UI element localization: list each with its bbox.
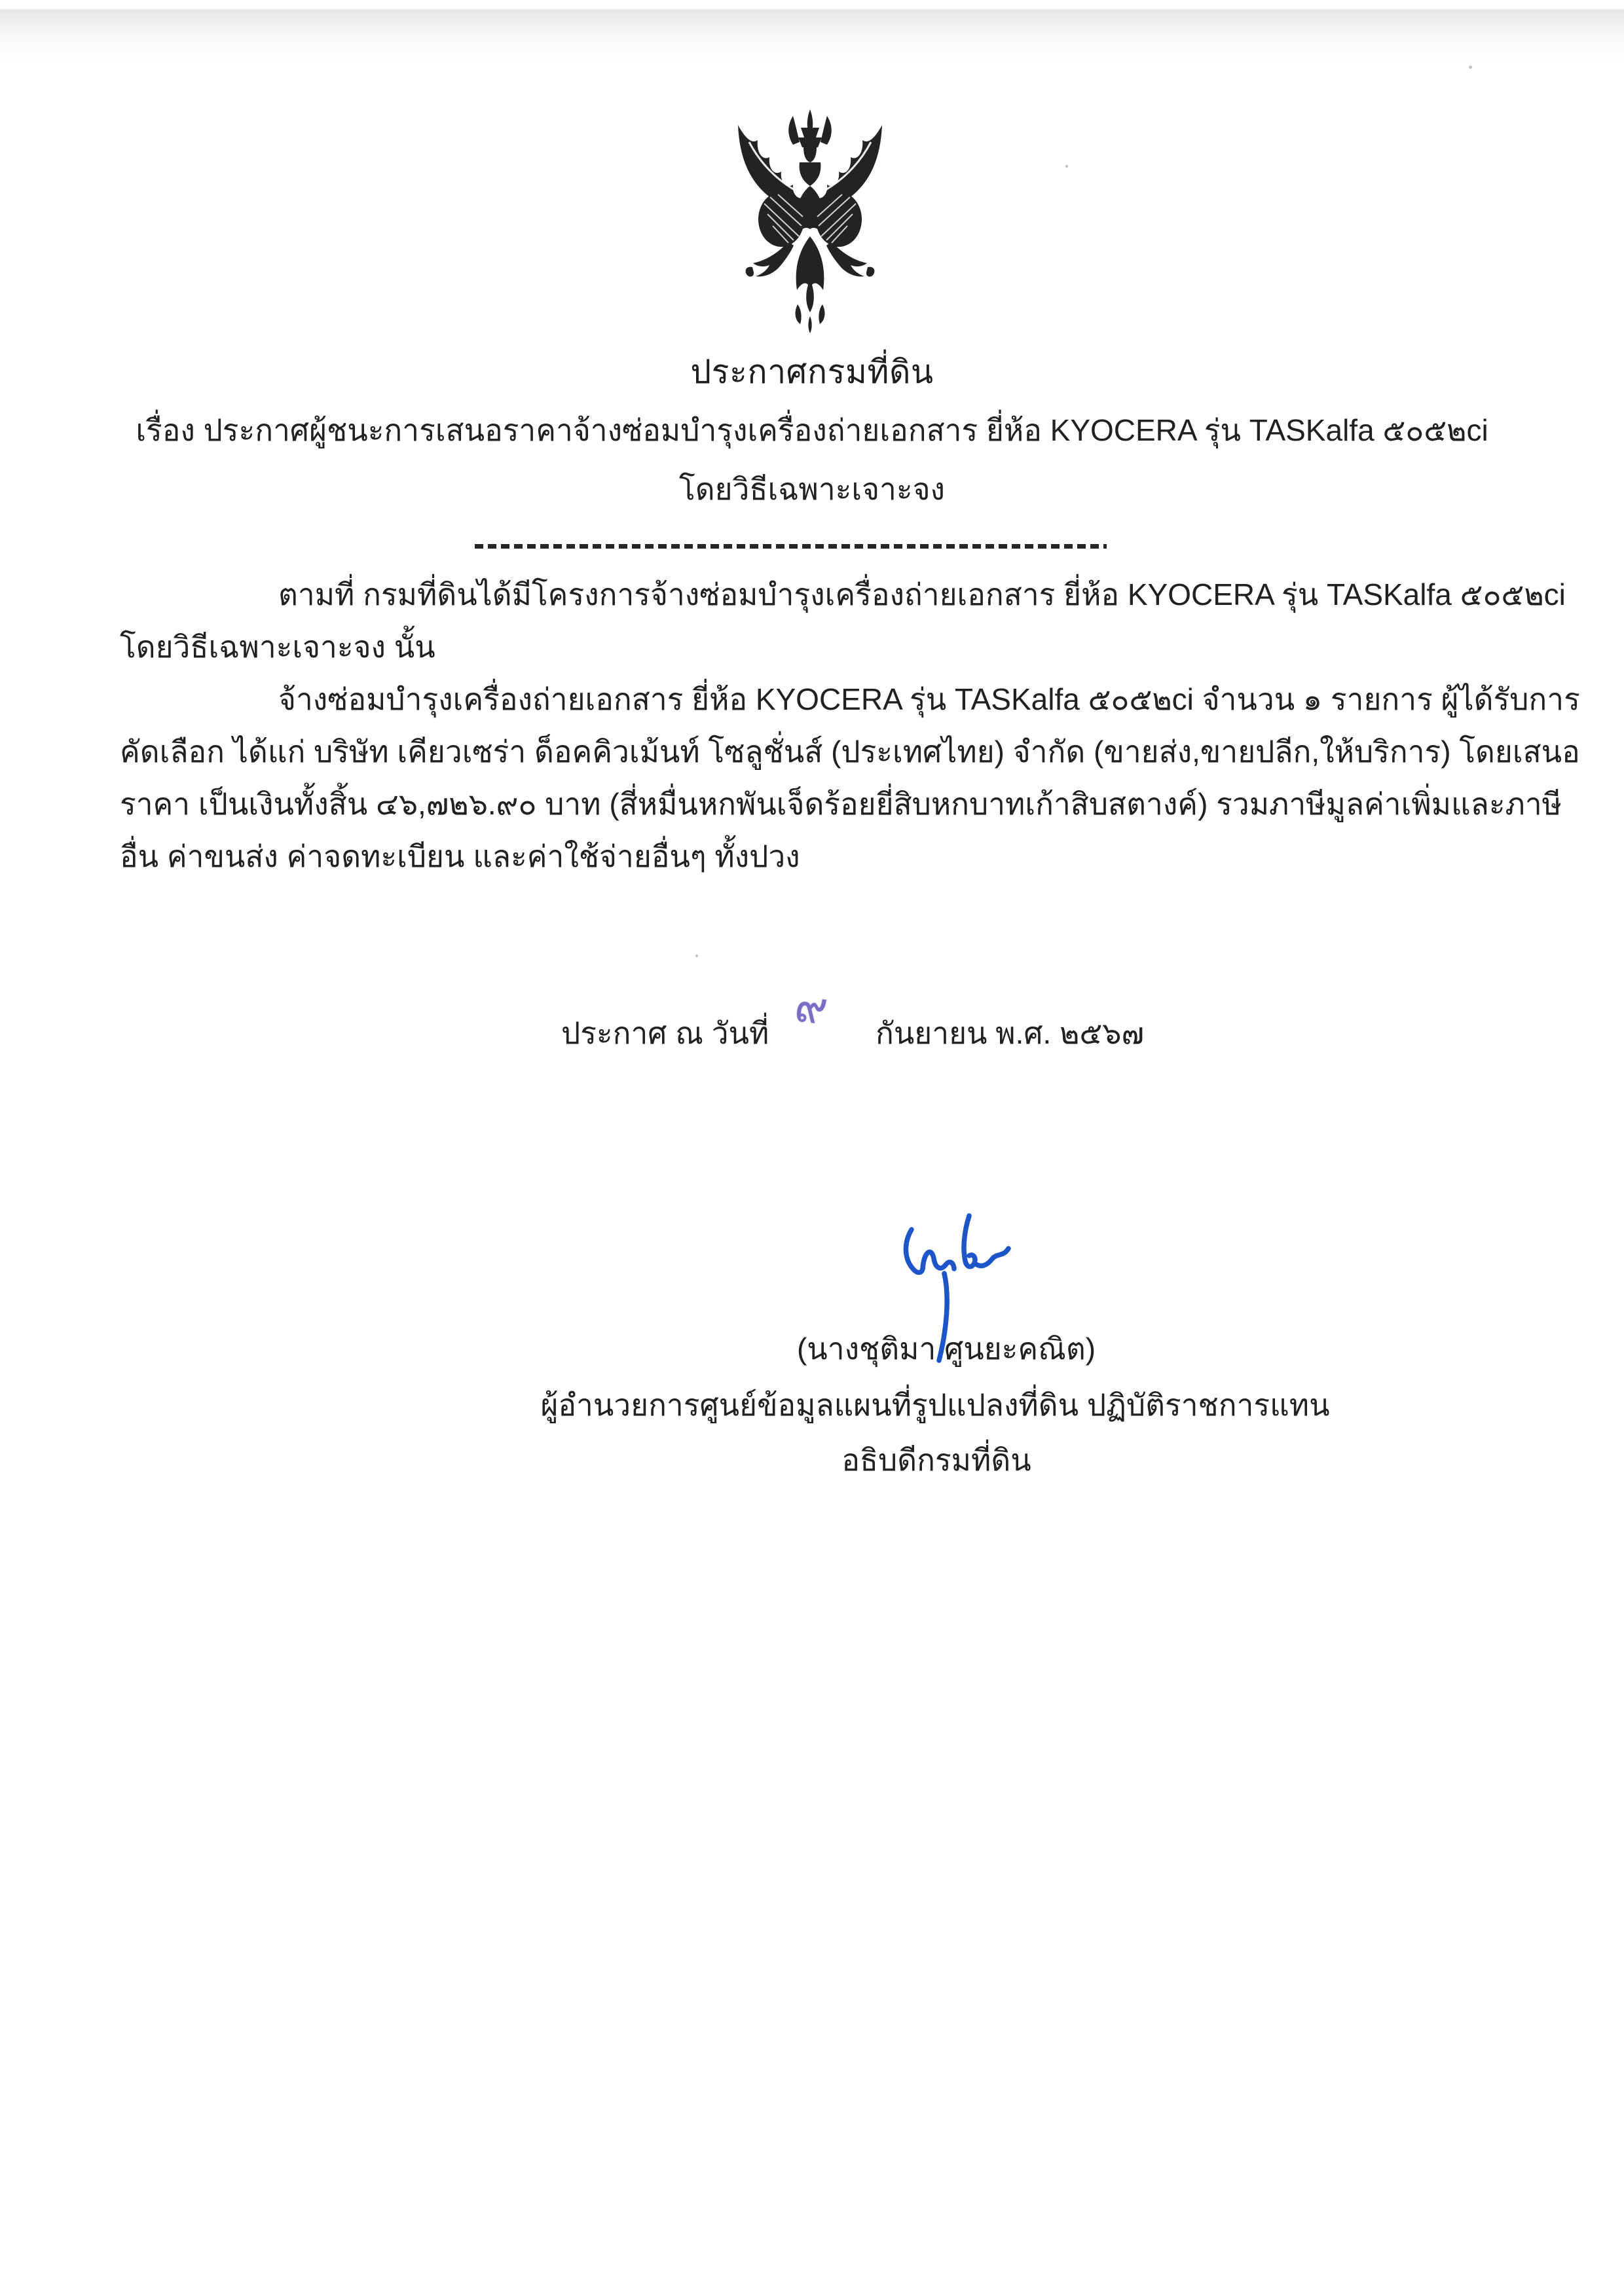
scan-speck [695,955,698,957]
body-line: โดยวิธีเฉพาะเจาะจง นั้น [120,630,435,664]
page-title: ประกาศกรมที่ดิน [690,354,934,390]
body-line: ตามที่ กรมที่ดินได้มีโครงการจ้างซ่อมบำรุงเครื่องถ่ายเอกสาร ยี่ห้อ KYOCERA รุ่น TASKalfa ๕๐๕๒ci [278,577,1566,611]
scan-speck [1469,65,1472,69]
handwritten-day-number: ๙ [792,981,831,1034]
body-line: อื่น ค่าขนส่ง ค่าจดทะเบียน และค่าใช้จ่ายอื่นๆ ทั้งปวง [120,839,800,873]
subject-line-1: เรื่อง ประกาศผู้ชนะการเสนอราคาจ้างซ่อมบำรุงเครื่องถ่ายเอกสาร ยี่ห้อ KYOCERA รุ่น TASKalfa ๕๐๕๒ci [136,413,1488,447]
announcement-date-line [0,981,1624,1063]
dashed-separator [475,544,1107,549]
signatory-position-line-1: ผู้อำนวยการศูนย์ข้อมูลแผนที่รูปแปลงที่ดิน ปฏิบัติราชการแทน [540,1388,1330,1422]
scan-speck [1065,165,1068,168]
body-line: จ้างซ่อมบำรุงเครื่องถ่ายเอกสาร ยี่ห้อ KYOCERA รุ่น TASKalfa ๕๐๕๒ci จำนวน ๑ รายการ ผู้ได้รับการ [278,682,1580,716]
body-line: คัดเลือก ได้แก่ บริษัท เคียวเซร่า ด็อคคิวเม้นท์ โซลูชั่นส์ (ประเทศไทย) จำกัด (ขายส่ง,ขายปลีก,ให้บริการ) โดยเสนอ [120,735,1580,769]
signatory-name: (นางชุติมา ศูนยะคณิต) [796,1332,1096,1366]
scan-artifact-band [0,9,1624,60]
subject-line-2: โดยวิธีเฉพาะเจาะจง [679,472,945,506]
body-line: ราคา เป็นเงินทั้งสิ้น ๔๖,๗๒๖.๙๐ บาท (สี่หมื่นหกพันเจ็ดร้อยยี่สิบหกบาทเก้าสิบสตางค์) รวมภาษีมูลค่าเพิ่มและภาษี [120,787,1562,821]
date-suffix: กันยายน พ.ศ. ๒๕๖๗ [876,1016,1145,1050]
signatory-position-line-2: อธิบดีกรมที่ดิน [841,1443,1031,1477]
garuda-emblem-icon [702,108,918,338]
date-prefix: ประกาศ ณ วันที่ [561,1016,769,1050]
body-text [120,568,1580,883]
